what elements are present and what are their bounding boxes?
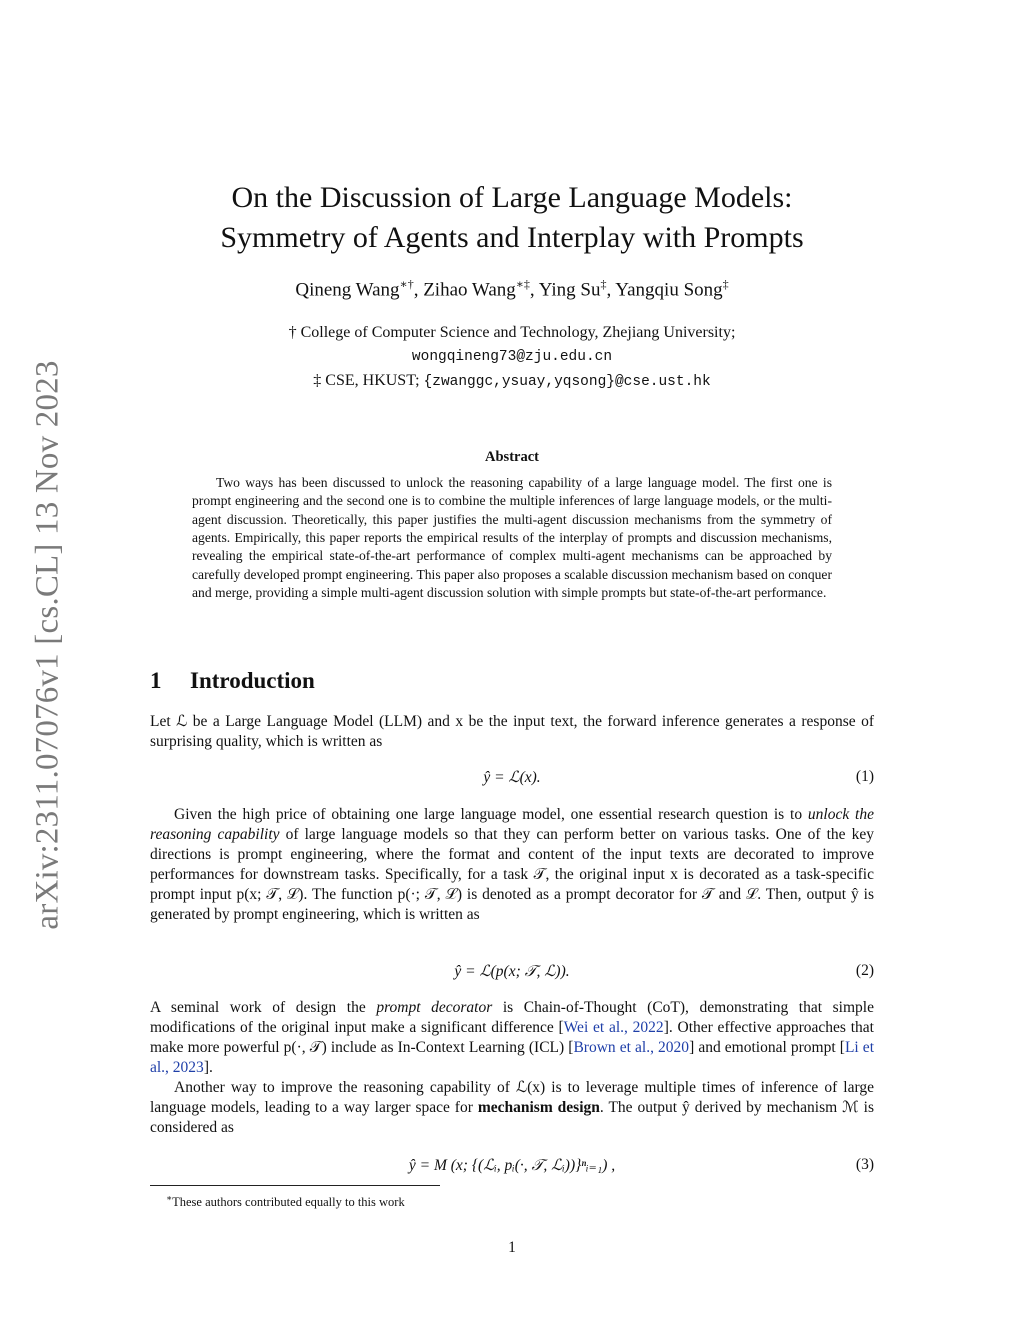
abstract-text: Two ways has been discussed to unlock the reasoning capability of a large language model. The first one is prompt engineering and the second one is to combine the multiple inferences of large language models, or the multi-agent discussion. Theoretically, this paper justifies the multi-agent discussion mechanisms from the symmetry of agents. Empirically, this paper reports the empirical results of the interplay of prompts and discussion mechanisms, revealing the empirical state-of-the-art performance of complex multi-agent mechanisms can be approached by carefully developed prompt engineering. This paper also proposes a scalable discussion mechanism based on conquer and merge, providing a simple multi-agent discussion solution with simple prompts but state-of-the-art performance. (192, 475, 832, 601)
author-name: Zihao Wang (423, 279, 516, 301)
paragraph-3 (150, 998, 874, 1078)
text-run: Another way to improve the reasoning capability of ℒ(x) is to leverage multiple times of inference of large language models, leading to a way larger space for (150, 1079, 874, 1117)
equation-expression: ŷ = M (x; {(ℒᵢ, pᵢ(·, 𝒯, ℒᵢ))}ⁿᵢ₌₁) , (408, 1157, 616, 1174)
text-run: is Chain-of-Thought (CoT), demonstrating that simple modifications of the original input make a significant difference [ (150, 999, 874, 1037)
author-name: Qineng Wang (295, 279, 400, 301)
author-mark: ‡ (600, 277, 607, 291)
citation-link[interactable]: Brown et al., 2020 (573, 1039, 690, 1057)
page-number: 1 (508, 1239, 516, 1256)
footnote-mark: ∗ (166, 1193, 173, 1203)
equation-number: (3) (855, 1156, 874, 1173)
title-line-1: On the Discussion of Large Language Models: (231, 181, 793, 214)
affiliation-zju: † College of Computer Science and Technology, Zhejiang University; (288, 324, 736, 341)
paragraph-4 (150, 1078, 874, 1138)
equation-2 (150, 962, 874, 984)
section-title: Introduction (190, 668, 315, 693)
equation-number: (1) (855, 768, 874, 785)
author-mark: ∗† (399, 277, 414, 291)
footnote (166, 1190, 405, 1210)
text-run: Given the high price of obtaining one large language model, one essential research question is to (174, 806, 808, 823)
equation-1 (150, 768, 874, 790)
emphasis-text: prompt decorator (376, 999, 493, 1016)
email-zju: wongqineng73@zju.edu.cn (411, 349, 613, 365)
abstract-heading: Abstract (485, 449, 539, 465)
paper-title (100, 178, 924, 258)
author-name: Ying Su (538, 279, 601, 301)
equation-number: (2) (855, 962, 874, 979)
author-name: Yangqiu Song (615, 279, 723, 301)
equation-expression: ŷ = ℒ(x). (483, 769, 541, 786)
footnote-text: These authors contributed equally to this work (172, 1195, 405, 1210)
affiliation-hkust (100, 370, 924, 393)
paragraph-1: Let ℒ be a Large Language Model (LLM) and x be the input text, the forward inference generates a response of surprising quality, which is written as (150, 713, 874, 751)
author-mark: ‡ (722, 277, 729, 291)
text-run: A seminal work of design the (150, 999, 377, 1016)
affiliation-hkust-label: ‡ CSE, HKUST; (313, 372, 424, 389)
title-line-2: Symmetry of Agents and Interplay with Prompts (220, 221, 804, 254)
section-heading (150, 668, 315, 694)
arxiv-sidebar (28, 348, 68, 942)
text-run: ]. Other effective approaches that make more powerful p(·, 𝒯) include as In-Context Learning (ICL) [ (150, 1019, 874, 1057)
author-list: Qineng Wang∗†, Zihao Wang∗‡, Ying Su‡, Yangqiu Song‡ (295, 277, 729, 301)
citation-link[interactable]: Li et al., 2023 (150, 1039, 874, 1077)
email-hkust: {zwanggc,ysuay,yqsong}@cse.ust.hk (423, 374, 711, 390)
footnote-rule (150, 1185, 440, 1186)
text-run: of large language models so that they can perform better on various tasks. One of the key directions is prompt engineering, where the format and content of the input texts are decorated to improve performances for downstream tasks. Specifically, for a task 𝒯, the original input x is decorated as a task-specific prompt input p(x; 𝒯, ℒ). The function p(·; 𝒯, ℒ) is denoted as a prompt decorator for 𝒯 and ℒ. Then, output ŷ is generated by prompt engineering, which is written as (150, 826, 874, 924)
author-mark: ∗‡ (515, 277, 530, 291)
citation-link[interactable]: Wei et al., 2022 (563, 1019, 664, 1037)
section-number: 1 (150, 668, 162, 693)
equation-expression: ŷ = ℒ(p(x; 𝒯, ℒ)). (454, 963, 570, 980)
text-run: ]. (203, 1059, 213, 1077)
arxiv-stamp: arXiv:2311.07076v1 [cs.CL] 13 Nov 2023 (29, 360, 66, 930)
text-run: . The output ŷ derived by mechanism ℳ is considered as (150, 1099, 874, 1137)
bold-text: mechanism design (477, 1099, 600, 1117)
paragraph-2 (150, 805, 874, 926)
text-run: ] and emotional prompt [ (689, 1039, 845, 1057)
equation-3 (150, 1156, 874, 1178)
emphasis-text: unlock the reasoning capability (150, 806, 874, 844)
